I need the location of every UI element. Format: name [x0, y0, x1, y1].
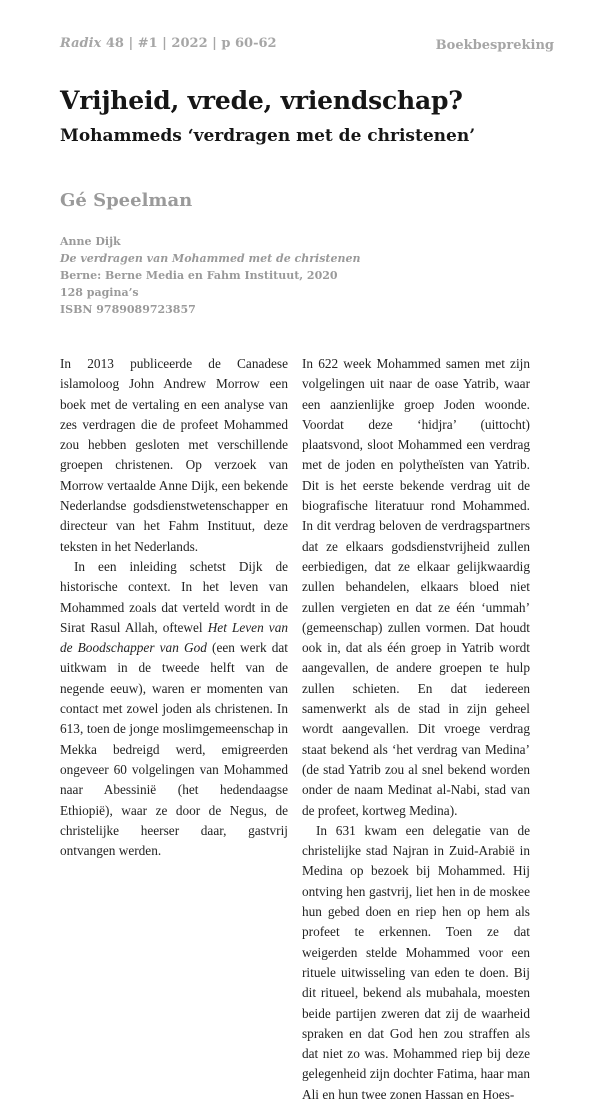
column-left [60, 354, 288, 861]
book-details [60, 233, 360, 318]
journal-name: Radix [60, 36, 102, 51]
body-paragraph-4: In 631 kwam een delegatie van de christelijke stad Najran in Zuid-Arabië in Medina op bezoek bij Mohammed. Hij ontving hen gastvrij, liet hen in de moskee hun gebed doen en riep hen op hem als profeet te erkennen. Toen ze dat weigerden stelde Mohammed voor een rituele uitwisseling van eden te doen. Bij dit ritueel, bekend als mubahala, moesten beide partijen zweren dat zij de waarheid spraken en dat God hen zou straffen als dat niet zo was. Mohammed riep bij deze gelegenheid zijn dochter Fatima, haar man Ali en hun twee zonen Hassan en Hoes- [302, 822, 530, 1102]
body-paragraph-3-continued: In 622 week Mohammed samen met zijn volgelingen uit naar de oase Yatrib, waar een aanzienlijke groep Joden woonde. Voordat deze ‘hidjra’ (uittocht) plaatsvond, sloot Mohammed een verdrag met de joden en polytheïsten van Yatrib. Dit is het eerste bekende verdrag uit de biografische literatuur rond Mohammed. In dit verdrag beloven de verdragspartners dat ze elkaars godsdienstvrijheid zullen eerbiedigen, dat ze elkaar gelijkwaardig zullen behandelen, elkaars bloed niet zullen vergieten en dat ze één ‘ummah’ (gemeenschap) zullen vormen. Dat houdt ook in, dat als één groep in Yatrib wordt aangevallen, de andere groepen te hulp zullen schieten. En dat iedereen samenwerkt als de stad in zijn geheel wordt aangevallen. Dit vroege verdrag staat bekend als ‘het verdrag van Medina’ (de stad Yatrib zou al snel bekend worden onder de naam Medinat al-Nabi, stad van de profeet, kortweg Medina). [302, 356, 530, 818]
body-paragraph-1: In 2013 publiceerde de Canadese islamoloog John Andrew Morrow een boek met de vertaling en een analyse van zes verdragen die de profeet Mohammed zou hebben gesloten met verschillende groepen christenen. Op verzoek van Morrow vertaalde Anne Dijk, een bekende Nederlandse godsdienstwetenschapper en directeur van het Fahm Instituut, deze teksten in het Nederlands. [60, 356, 288, 554]
book-author: Anne Dijk [60, 235, 121, 248]
book-isbn: ISBN 9789089723857 [60, 303, 196, 316]
article-subtitle: Mohammeds ‘verdragen met de christenen’ [60, 126, 476, 146]
book-title-reference: Het Leven van de Boodschapper van God [60, 619, 288, 656]
book-pages: 128 pagina’s [60, 286, 139, 299]
issue-info: 48 | #1 | 2022 | p 60-62 [101, 36, 277, 51]
section-label: Boekbespreking [435, 38, 554, 53]
column-right [302, 354, 530, 1105]
book-publisher: Berne: Berne Media en Fahm Instituut, 2020 [60, 269, 338, 282]
journal-citation [60, 36, 277, 51]
book-title: De verdragen van Mohammed met de christenen [60, 252, 361, 265]
article-title: Vrijheid, vrede, vriendschap? [60, 86, 463, 115]
body-paragraph-2: In een inleiding schetst Dijk de historische context. In het leven van Mohammed zoals dat verteld wordt in de Sirat Rasul Allah, oftewel Het Leven van de Boodschapper van God (een werk dat uitkwam in de tweede helft van de negende eeuw), waren er momenten van contact met zowel joden als christenen. In 613, toen de jonge moslimgemeenschap in Mekka bedreigd werd, emigreerden ongeveer 60 volgelingen van Mohammed naar Abessinië (het hedendaagse Ethiopië), waar ze door de Negus, de christelijke heerser daar, gastvrij ontvangen werden. [60, 558, 288, 859]
review-author: Gé Speelman [60, 190, 193, 211]
